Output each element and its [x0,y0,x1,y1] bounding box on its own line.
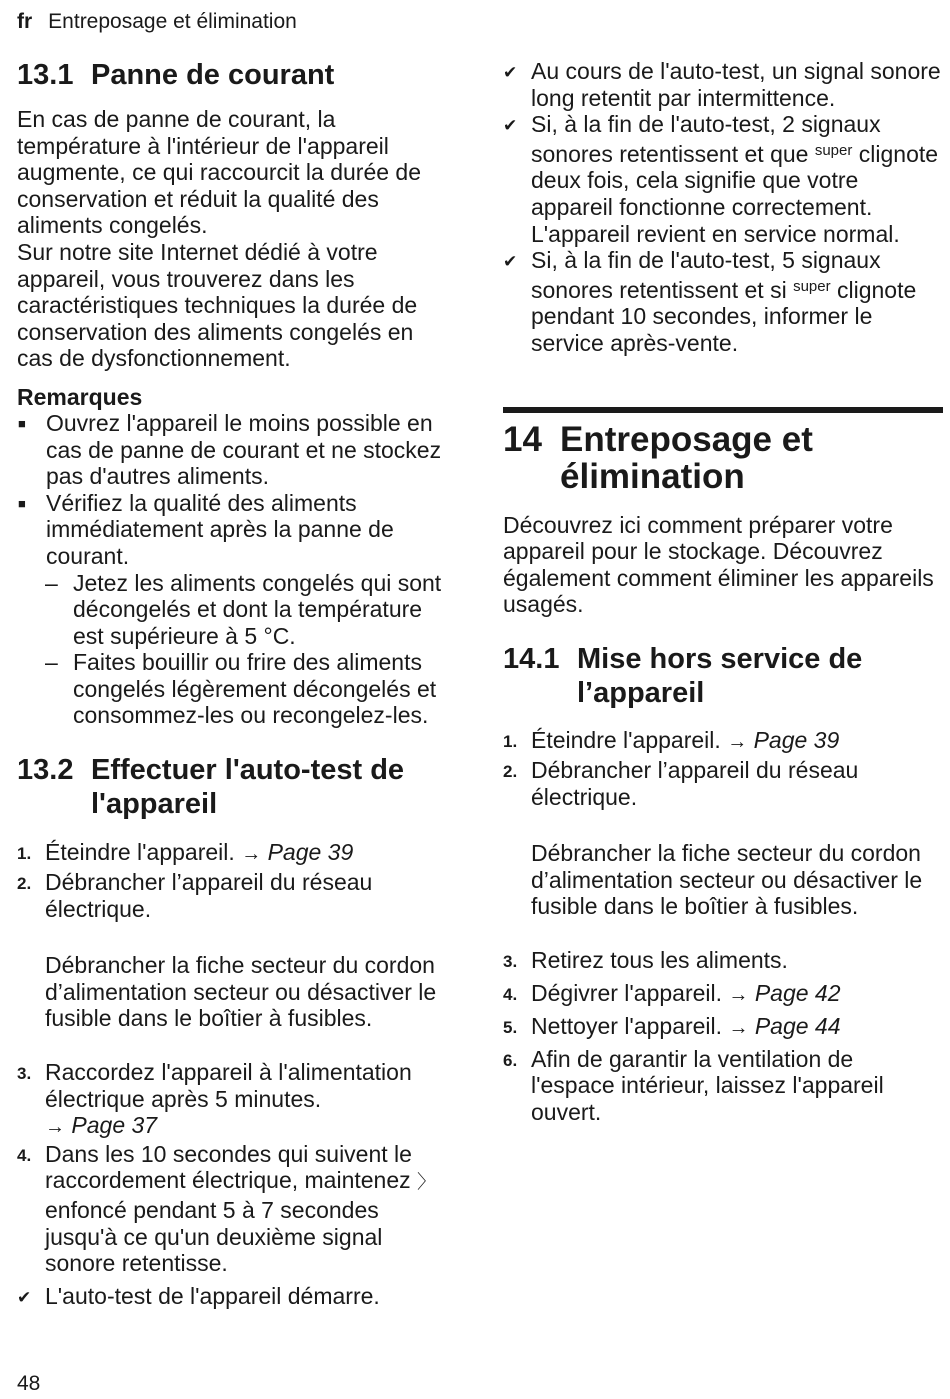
language-code: fr [17,10,33,33]
result-text: Si, à la fin de l'auto-test, 2 signaux sonores retentissent et que [531,111,881,167]
result-text: clignote pendant 10 secondes, informer le service après-vente. [531,276,917,356]
section-number: 14.1 [503,642,560,675]
result-text: clignote deux fois, cela signifie que votre appareil fonctionne correctement. L'appareil revient en service normal. [531,140,939,247]
step-item [503,1013,943,1043]
page-header [17,9,297,35]
step-text: Débrancher l’appareil du réseau électrique. [45,869,373,922]
paragraph: Découvrez ici comment préparer votre appareil pour le stockage. Découvrez également comment éliminer les appareils usagés. [503,511,934,618]
left-column [17,58,455,1313]
arrow-right-icon: → [241,843,262,866]
section-number: 13.1 [17,59,74,91]
arrow-right-icon: → [45,1116,65,1139]
result-item [503,58,943,111]
chapter-14-heading [503,421,943,495]
step-item [503,947,943,977]
section-14-1-heading [503,642,943,710]
paragraph: Sur notre site Internet dédié à votre appareil, vous trouverez dans les caractéristiques techniques la durée de conservation des aliments congelés en cas de dysfonctionnement. [17,238,418,372]
arrow-right-icon: → [728,983,749,1006]
step-item [503,727,943,757]
step-item [17,1141,455,1277]
bullet-icon: ■ [18,415,26,431]
step-item [503,1046,943,1126]
result-item [503,111,943,247]
step-number: 1. [503,731,518,751]
step-text: Raccordez l'appareil à l'alimentation électrique après 5 minutes. [45,1059,412,1112]
paragraph: En cas de panne de courant, la température à l'intérieur de l'appareil augmente, ce qui raccourcit la durée de conservation et réduit la qualité des aliments congelés. [17,106,422,239]
page-reference-link[interactable]: Page 39 [753,726,840,753]
step-detail: Débrancher la fiche secteur du cordon d’alimentation secteur ou désactiver le fusible dans le boîtier à fusibles. [531,840,923,920]
step-text: Nettoyer l'appareil. [531,1012,723,1039]
list-subitem [45,570,455,650]
chevron-right-icon: 〉 [417,1172,437,1194]
result-item [503,247,943,356]
page-reference-link[interactable]: Page 39 [267,839,354,866]
step-item [503,757,943,810]
step-number: 2. [503,761,518,781]
step-number: 4. [503,984,518,1004]
step-item [17,869,455,922]
step-item [17,1059,455,1141]
section-13-2-heading [17,753,455,821]
check-icon: ✔ [503,252,518,272]
section-title: Effectuer l'auto-test de l'appareil [91,754,405,821]
step-item [17,839,455,869]
arrow-right-icon: → [727,730,748,753]
chapter-number: 14 [503,419,542,459]
result-text: Au cours de l'auto-test, un signal sonore long retentit par intermittence. [531,58,941,111]
step-number: 4. [17,1145,32,1165]
step-text: Éteindre l'appareil. [45,839,235,866]
right-column [503,58,943,1126]
step-number: 1. [17,844,32,864]
page-number: 48 [17,1372,41,1395]
step-detail: Débrancher la fiche secteur du cordon d’alimentation secteur ou désactiver le fusible dans le boîtier à fusibles. [45,952,437,1032]
step-number: 6. [503,1050,518,1070]
step-number: 5. [503,1017,518,1037]
dash-icon: – [45,569,58,596]
chapter-title: Entreposage et élimination [560,419,813,496]
step-text: Retirez tous les aliments. [531,946,788,973]
page-reference-link[interactable]: Page 42 [754,979,841,1006]
step-text: Dans les 10 secondes qui suivent le raccordement électrique, maintenez [45,1140,412,1194]
section-13-1-heading [17,58,455,92]
result-text: L'auto-test de l'appareil démarre. [45,1282,380,1309]
section-title: Panne de courant [91,59,335,91]
step-text: Débrancher l’appareil du réseau électrique. [531,756,859,810]
step-number: 3. [17,1064,32,1084]
step-number: 2. [17,874,32,894]
list-item-text: Vérifiez la qualité des aliments immédiatement après la panne de courant. [46,489,394,569]
result-text: Si, à la fin de l'auto-test, 5 signaux sonores retentissent et si [531,247,881,303]
super-display-label: super [814,141,853,159]
step-item [503,980,943,1010]
step-text: Dégivrer l'appareil. [531,979,723,1006]
check-icon: ✔ [17,1287,32,1307]
list-item-text: Ouvrez l'appareil le moins possible en cas de panne de courant et ne stockez pas d'autres aliments. [46,409,442,490]
bullet-icon: ■ [18,495,26,511]
check-icon: ✔ [503,116,518,136]
step-text: Afin de garantir la ventilation de l'espace intérieur, laissez l'appareil ouvert. [531,1045,884,1126]
step-number: 3. [503,951,518,971]
remarks-title: Remarques [17,383,143,410]
list-item [17,410,455,490]
step-text: Éteindre l'appareil. [531,726,721,753]
dash-icon: – [45,649,58,676]
page-reference-link[interactable]: Page 37 [71,1112,158,1139]
page-reference-link[interactable]: Page 44 [754,1012,841,1039]
list-item-text: Faites bouillir ou frire des aliments congelés légèrement décongelés et consommez-les ou recongelez-les. [73,649,437,729]
section-title: Mise hors service de l’appareil [577,642,863,709]
header-title: Entreposage et élimination [48,10,297,33]
arrow-right-icon: → [728,1016,749,1039]
list-subitem [45,649,455,729]
list-item [17,490,455,570]
section-number: 13.2 [17,754,74,787]
step-text: enfoncé pendant 5 à 7 secondes jusqu'à ce qu'un deuxième signal sonore retentisse. [45,1197,383,1277]
check-icon: ✔ [503,63,518,82]
result-item [17,1283,455,1313]
list-item-text: Jetez les aliments congelés qui sont décongelés et dont la température est supérieure à 5 °C. [73,569,442,649]
super-display-label: super [793,277,831,295]
